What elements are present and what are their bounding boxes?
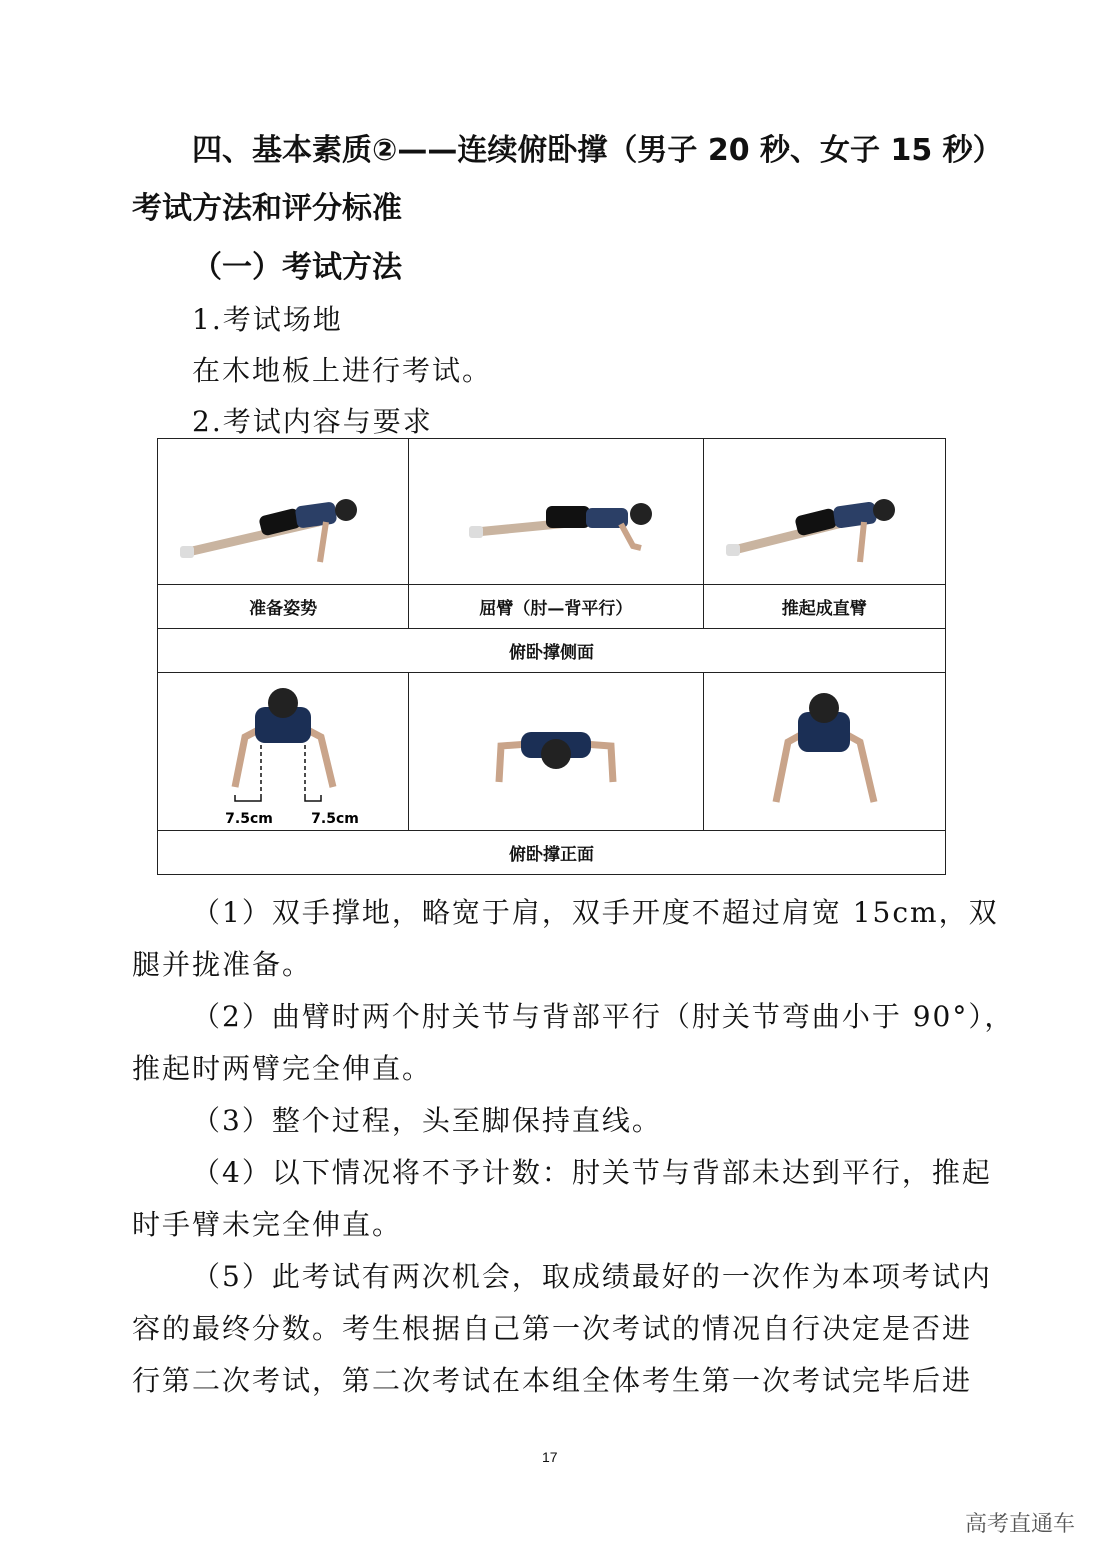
paragraph-5-line-3: 行第二次考试，第二次考试在本组全体考生第一次考试完毕后进	[132, 1364, 973, 1397]
pushup-figure-table	[157, 438, 946, 875]
image-bent-arm-side	[409, 439, 703, 585]
paragraph-1-line-1: （1）双手撑地，略宽于肩，双手开度不超过肩宽 15cm，双	[192, 896, 999, 929]
paragraph-2-line-2: 推起时两臂完全伸直。	[132, 1052, 433, 1085]
pushup-straight-arm-side-image	[714, 452, 934, 572]
pushup-prep-front-image	[163, 677, 403, 827]
image-prep-side	[158, 439, 409, 585]
paragraph-3-line-1: （3）整个过程，头至脚保持直线。	[192, 1104, 662, 1137]
section-title-continued: 考试方法和评分标准	[132, 191, 402, 226]
caption-straight-arm: 推起成直臂	[703, 585, 945, 629]
caption-bent-arm: 屈臂（肘—背平行）	[409, 585, 703, 629]
pushup-prep-side-image	[168, 452, 398, 572]
measure-left-label: 7.5cm	[225, 810, 273, 827]
paragraph-4-line-2: 时手臂未完全伸直。	[132, 1208, 403, 1241]
paragraph-5-line-2: 容的最终分数。考生根据自己第一次考试的情况自行决定是否进	[132, 1312, 973, 1345]
paragraph-1-line-2: 腿并拢准备。	[132, 948, 313, 981]
front-view-group-label: 俯卧撑正面	[158, 831, 946, 875]
paragraph-2-line-1: （2）曲臂时两个肘关节与背部平行（肘关节弯曲小于 90°），	[192, 1000, 1015, 1033]
image-straight-arm-front	[703, 673, 945, 831]
image-bent-arm-front	[409, 673, 703, 831]
watermark: 高考直通车	[965, 1512, 1076, 1537]
subsection-title: （一）考试方法	[192, 250, 402, 285]
caption-prep-position: 准备姿势	[158, 585, 409, 629]
item2-title: 2.考试内容与要求	[192, 405, 433, 438]
pushup-straight-arm-front-image	[714, 682, 934, 822]
section-title: 四、基本素质②——连续俯卧撑（男子 20 秒、女子 15 秒）	[192, 133, 1003, 168]
measure-right-label: 7.5cm	[311, 810, 359, 827]
pushup-bent-arm-side-image	[421, 452, 691, 572]
item1-text: 在木地板上进行考试。	[192, 354, 493, 387]
side-view-group-label: 俯卧撑侧面	[158, 629, 946, 673]
item1-title: 1.考试场地	[192, 303, 343, 336]
paragraph-4-line-1: （4）以下情况将不予计数：肘关节与背部未达到平行，推起	[192, 1156, 992, 1189]
image-prep-front	[158, 673, 409, 831]
image-straight-arm-side	[703, 439, 945, 585]
page-number: 17	[542, 1449, 558, 1465]
pushup-bent-arm-front-image	[421, 692, 691, 812]
paragraph-5-line-1: （5）此考试有两次机会，取成绩最好的一次作为本项考试内	[192, 1260, 992, 1293]
